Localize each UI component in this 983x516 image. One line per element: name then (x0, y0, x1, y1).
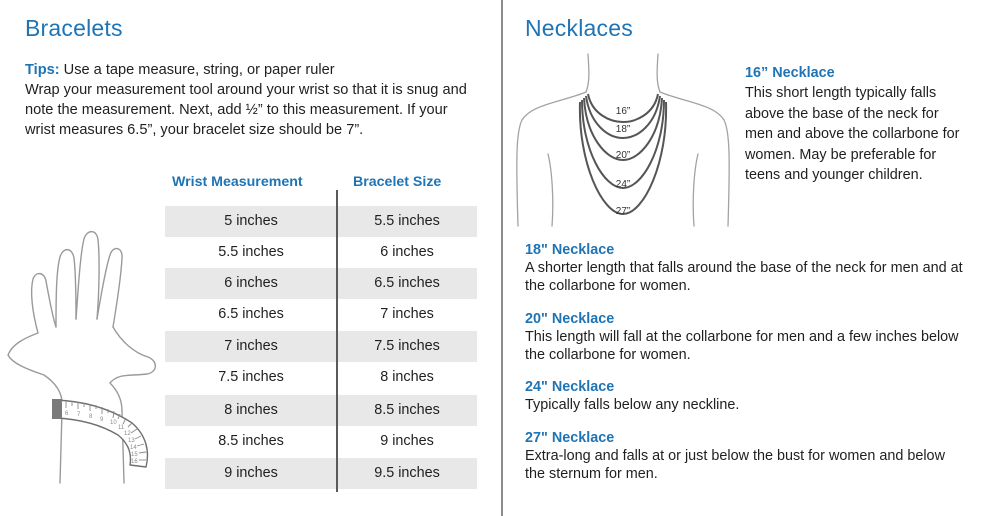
wrist-cell: 5 inches (224, 213, 278, 229)
svg-text:8: 8 (89, 414, 93, 420)
necklace-27-block (525, 429, 965, 483)
table-row (165, 237, 477, 268)
necklace-24-block (525, 378, 965, 414)
bracelet-cell: 5.5 inches (374, 213, 440, 229)
table-row (165, 331, 477, 362)
svg-text:15: 15 (131, 452, 138, 458)
svg-text:11: 11 (118, 425, 125, 431)
wrist-cell: 8 inches (224, 402, 278, 418)
table-row (165, 299, 477, 330)
necklace-18-title: 18" Necklace (525, 242, 615, 258)
bracelet-cell: 8.5 inches (374, 402, 440, 418)
necklace-24-title: 24" Necklace (525, 379, 615, 395)
wrist-cell: 6.5 inches (218, 306, 284, 322)
necklace-20-block (525, 310, 965, 364)
wrist-cell: 9 inches (224, 465, 278, 481)
wrist-cell: 7 inches (224, 338, 278, 354)
tips-line1: Use a tape measure, string, or paper ruler (59, 62, 335, 78)
svg-text:16: 16 (131, 459, 138, 465)
table-row (165, 362, 477, 393)
hand-measuring-illustration (0, 215, 170, 485)
tips-label: Tips: (25, 62, 60, 78)
svg-text:13: 13 (128, 438, 135, 444)
svg-text:14: 14 (130, 445, 137, 451)
bracelet-cell: 7 inches (380, 306, 434, 322)
table-row (165, 268, 477, 299)
bracelet-cell: 7.5 inches (374, 338, 440, 354)
table-row (165, 458, 477, 489)
torso-outline-icon (517, 54, 729, 226)
necklace-20-title: 20" Necklace (525, 311, 615, 327)
svg-text:6: 6 (65, 411, 69, 417)
bracelet-cell: 8 inches (380, 369, 434, 385)
necklace-18-desc: A shorter length that falls around the base of the neck for men and at the collarbone for women. (525, 260, 963, 294)
table-row (165, 206, 477, 237)
wrist-cell: 6 inches (224, 275, 278, 291)
bracelet-cell: 6.5 inches (374, 275, 440, 291)
table-row (165, 395, 477, 426)
necklace-18-block (525, 241, 965, 295)
necklace-16-title: 16” Necklace (745, 65, 835, 81)
section-divider (501, 0, 503, 516)
necklace-27-title: 27" Necklace (525, 430, 615, 446)
svg-text:10: 10 (110, 420, 117, 426)
necklace-length-diagram (512, 50, 738, 230)
wrist-cell: 8.5 inches (218, 433, 284, 449)
bracelet-cell: 9.5 inches (374, 465, 440, 481)
label-18: 18” (615, 124, 631, 135)
table-column-divider (336, 190, 338, 492)
tips-text: Wrap your measurement tool around your wrist so that it is snug and note the measurement. Next, add ½” to this measurement. If your wrist measures 6.5”, your bracelet size should be 7”. (25, 82, 467, 138)
header-wrist-measurement: Wrist Measurement (172, 174, 303, 190)
bracelet-cell: 6 inches (380, 244, 434, 260)
wrist-cell: 5.5 inches (218, 244, 284, 260)
necklace-20-desc: This length will fall at the collarbone for men and a few inches below the collarbone for women. (525, 329, 959, 363)
necklaces-title: Necklaces (525, 15, 633, 41)
label-24: 24” (615, 179, 631, 190)
bracelet-tips (25, 60, 470, 140)
necklace-27-desc: Extra-long and falls at or just below the bust for women and below the sternum for men. (525, 448, 945, 482)
table-row (165, 426, 477, 457)
wrist-cell: 7.5 inches (218, 369, 284, 385)
necklace-24-desc: Typically falls below any neckline. (525, 397, 740, 413)
bracelets-title: Bracelets (25, 15, 123, 41)
svg-text:12: 12 (124, 431, 131, 437)
label-27: 27” (615, 206, 631, 217)
measuring-tape-icon (52, 399, 147, 467)
necklace-16-desc: This short length typically falls above the base of the neck for men and above the collarbone for women. May be preferable for teens and younger children. (745, 85, 960, 183)
label-20: 20” (615, 150, 631, 161)
label-16: 16” (615, 106, 631, 117)
header-bracelet-size: Bracelet Size (353, 174, 442, 190)
bracelet-cell: 9 inches (380, 433, 434, 449)
svg-text:7: 7 (77, 412, 81, 418)
necklace-16-block (745, 64, 970, 186)
svg-text:9: 9 (100, 417, 104, 423)
